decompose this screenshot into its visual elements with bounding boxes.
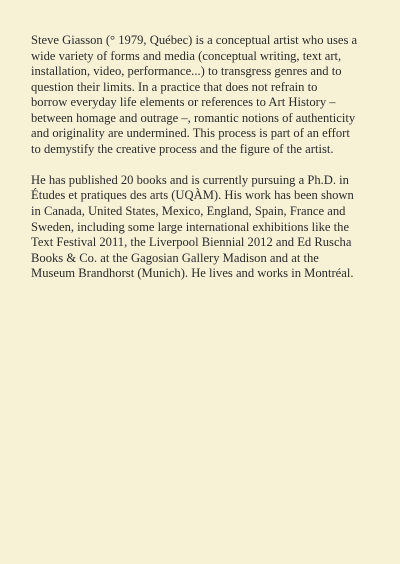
text-line: Sweden, including some large international exhibitions like the (31, 219, 350, 234)
text-line: between homage and outrage –, romantic notions of authenticity (31, 110, 356, 125)
text-line: He has published 20 books and is currently pursuing a Ph.D. in (31, 172, 349, 187)
biography-text (31, 33, 376, 282)
text-line: Books & Co. at the Gagosian Gallery Madison and at the (31, 250, 319, 265)
paragraph-practice (31, 33, 376, 157)
paragraph-career (31, 173, 376, 282)
text-line: Études et pratiques des arts (UQÀM). His work has been shown (31, 188, 354, 203)
text-line: Text Festival 2011, the Liverpool Biennial 2012 and Ed Ruscha (31, 235, 352, 250)
text-line: wide variety of forms and media (conceptual writing, text art, (31, 48, 342, 63)
text-line: and originality are undermined. This process is part of an effort (31, 126, 350, 141)
text-line: Steve Giasson (° 1979, Québec) is a conceptual artist who uses a (31, 33, 358, 47)
text-line: to demystify the creative process and the figure of the artist. (31, 141, 334, 156)
text-line: in Canada, United States, Mexico, England, Spain, France and (31, 204, 346, 219)
text-line: borrow everyday life elements or references to Art History – (31, 95, 336, 110)
text-line: Museum Brandhorst (Munich). He lives and works in Montréal. (31, 266, 354, 281)
text-line: installation, video, performance...) to transgress genres and to (31, 64, 342, 79)
text-line: question their limits. In a practice that does not refrain to (31, 79, 318, 94)
